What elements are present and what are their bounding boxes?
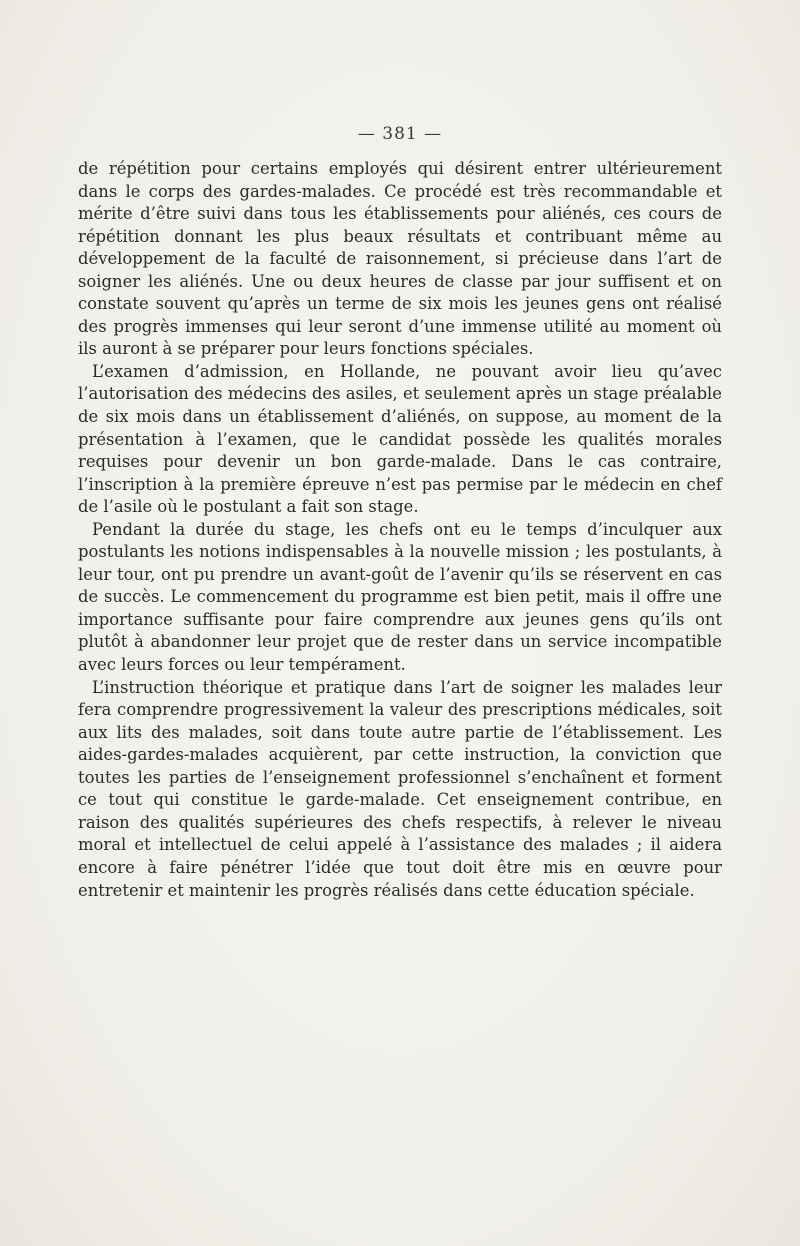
page-number: — 381 — (357, 124, 443, 144)
paragraph-2: L’examen d’admission, en Hollande, ne pouvant avoir lieu qu’avec l’autorisation des médecins des asiles, et seulement après un stage préalable de six mois dans un établissement d’aliénés, on suppose, au moment de la présentation à l’examen, que le candidat possède les qualités morales requises pour devenir un bon garde-malade. Dans le cas contraire, l’inscription à la première épreuve n’est pas permise par le médecin en chef de l’asile où le postulant a fait son stage. (78, 361, 722, 517)
paragraph-1: de répétition pour certains employés qui désirent entrer ultérieurement dans le corps des gardes-malades. Ce procédé est très recommandable et mérite d’être suivi dans tous les établissements pour aliénés, ces cours de répétition donnant les plus beaux résultats et contribuant même au développement de la faculté de raisonnement, si précieuse dans l’art de soigner les aliénés. Une ou deux heures de classe par jour suffisent et on constate souvent qu’après un terme de six mois les jeunes gens ont réalisé des progrès immenses qui leur seront d’une immense utilité au moment où ils auront à se préparer pour leurs fonctions spéciales. (78, 159, 722, 359)
paragraph-3: Pendant la durée du stage, les chefs ont eu le temps d’inculquer aux postulants les notions indispensables à la nouvelle mission ; les postulants, à leur tour, ont pu prendre un avant-goût de l’avenir qu’ils se réservent en cas de succès. Le commencement du programme est bien petit, mais il offre une importance suffisante pour faire comprendre aux jeunes gens qu’ils ont plutôt à abandonner leur projet que de rester dans un service incompatible avec leurs forces ou leur tempérament. (78, 519, 722, 675)
paragraph-4: L’instruction théorique et pratique dans l’art de soigner les malades leur fera comprendre progressivement la valeur des prescriptions médicales, soit aux lits des malades, soit dans toute autre partie de l’établissement. Les aides-gardes-malades acquièrent, par cette instruction, la conviction que toutes les parties de l’enseignement professionnel s’enchaînent et forment ce tout qui constitue le garde-malade. Cet enseignement contribue, en raison des qualités supérieures des chefs respectifs, à relever le niveau moral et intellectuel de celui appelé à l’assistance des malades ; il aidera encore à faire pénétrer l’idée que tout doit être mis en œuvre pour entretenir et maintenir les progrès réalisés dans cette éducation spéciale. (78, 677, 722, 900)
body-text (78, 158, 722, 902)
